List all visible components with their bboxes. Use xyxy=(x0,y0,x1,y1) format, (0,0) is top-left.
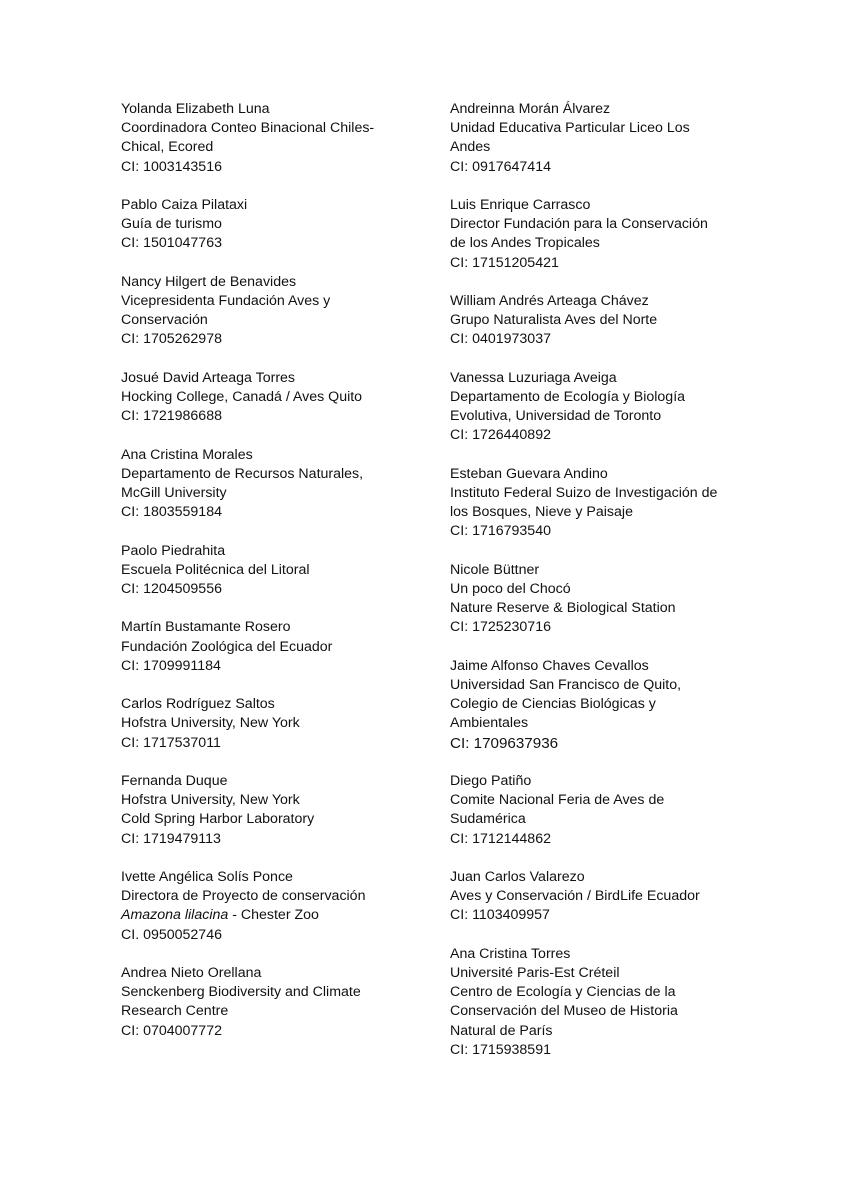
signatory-affiliation: Conservación del Museo de Historia xyxy=(450,1003,678,1020)
signatory-affiliation: McGill University xyxy=(121,485,227,501)
signatory-entry xyxy=(450,868,750,926)
signatory-entry xyxy=(121,446,421,523)
signatory-id: CI: 1501047763 xyxy=(121,235,222,252)
signatory-affiliation xyxy=(121,906,421,925)
signatory-name: Diego Patiño xyxy=(450,773,532,789)
signatory-entry xyxy=(121,196,421,254)
signatory-entry xyxy=(121,868,421,945)
signatory-id: CI: 1803559184 xyxy=(121,504,222,521)
signatory-entry xyxy=(450,196,750,273)
signatory-affiliation: Cold Spring Harbor Laboratory xyxy=(121,811,315,828)
affiliation-suffix: - Chester Zoo xyxy=(228,907,319,924)
signatory-entry xyxy=(121,273,421,350)
right-column xyxy=(450,100,750,1079)
signatory-affiliation: Unidad Educativa Particular Liceo Los xyxy=(450,120,690,137)
signatory-affiliation: Hofstra University, New York xyxy=(121,792,300,809)
signatory-affiliation: Université Paris-Est Créteil xyxy=(450,965,620,981)
signatory-id: CI: 1719479113 xyxy=(121,830,221,847)
signatory-entry xyxy=(450,561,750,638)
signatory-affiliation: Hofstra University, New York xyxy=(121,715,300,732)
signatory-id: CI: 1717537011 xyxy=(121,734,221,751)
signatory-entry xyxy=(121,618,421,676)
signatory-entry xyxy=(450,100,750,177)
signatory-name: Andreinna Morán Álvarez xyxy=(450,101,611,117)
signatory-name: Juan Carlos Valarezo xyxy=(450,869,585,885)
signatory-affiliation: Ambientales xyxy=(450,715,529,732)
signatory-affiliation: Senckenberg Biodiversity and Climate xyxy=(121,984,361,1001)
signatory-entry xyxy=(121,772,421,849)
signatory-affiliation: Directora de Proyecto de conservación xyxy=(121,888,366,905)
signatory-name: Paolo Piedrahita xyxy=(121,542,226,559)
signatory-name: Jaime Alfonso Chaves Cevallos xyxy=(450,657,649,674)
signatory-affiliation: Universidad San Francisco de Quito, xyxy=(450,677,682,693)
signatory-id: CI: 0917647414 xyxy=(450,158,551,175)
signatory-name: Andrea Nieto Orellana xyxy=(121,964,262,981)
signatory-entry xyxy=(450,657,750,753)
signatory-id: CI: 0401973037 xyxy=(450,331,551,348)
signatory-affiliation: Grupo Naturalista Aves del Norte xyxy=(450,312,658,329)
signatory-name: Nancy Hilgert de Benavides xyxy=(121,273,297,290)
signatory-entry xyxy=(450,945,750,1060)
signatory-name: Esteban Guevara Andino xyxy=(450,465,608,482)
signatory-entry xyxy=(121,695,421,753)
species-name: Amazona lilacina xyxy=(121,907,229,924)
signatory-name: Vanessa Luzuriaga Aveiga xyxy=(450,369,617,386)
signatory-name: Yolanda Elizabeth Luna xyxy=(121,101,270,117)
signatory-affiliation: Aves y Conservación / BirdLife Ecuador xyxy=(450,888,700,905)
signatory-affiliation: Centro de Ecología y Ciencias de la xyxy=(450,984,676,1001)
signatory-affiliation: de los Andes Tropicales xyxy=(450,235,600,252)
signatory-name: Fernanda Duque xyxy=(121,772,228,789)
signatory-entry xyxy=(121,542,421,600)
signatory-affiliation: Comite Nacional Feria de Aves de xyxy=(450,792,665,809)
signatory-entry xyxy=(450,369,750,446)
signatory-id: CI: 1712144862 xyxy=(450,830,551,847)
signatory-name: Carlos Rodríguez Saltos xyxy=(121,696,275,713)
signatory-affiliation: Natural de París xyxy=(450,1022,553,1039)
signatory-affiliation: Director Fundación para la Conservación xyxy=(450,216,708,233)
signatory-name: Josué David Arteaga Torres xyxy=(121,369,296,386)
signatory-affiliation: Hocking College, Canadá / Aves Quito xyxy=(121,389,363,405)
signatory-id: CI: 1721986688 xyxy=(121,408,222,425)
signatory-affiliation: Escuela Politécnica del Litoral xyxy=(121,561,310,578)
signatory-name: Martín Bustamante Rosero xyxy=(121,619,291,636)
signatory-id: CI: 1709991184 xyxy=(121,657,221,674)
signatory-name: Ana Cristina Torres xyxy=(450,945,571,962)
signatory-id: CI: 1204509556 xyxy=(121,581,222,597)
signatory-affiliation: Departamento de Ecología y Biología xyxy=(450,389,686,405)
signatory-affiliation: Coordinadora Conteo Binacional Chiles- xyxy=(121,120,375,137)
signatory-id: CI: 1709637936 xyxy=(450,734,559,752)
signatory-affiliation: Andes xyxy=(450,139,491,156)
signatory-name: Ivette Angélica Solís Ponce xyxy=(121,868,293,885)
signatory-entry xyxy=(450,465,750,542)
signatory-affiliation: Sudamérica xyxy=(450,811,526,828)
signatory-entry xyxy=(121,369,421,427)
signatory-entry xyxy=(121,100,421,177)
signatory-affiliation: Research Centre xyxy=(121,1003,229,1020)
signatory-affiliation: Conservación xyxy=(121,312,208,329)
signatory-affiliation: Fundación Zoológica del Ecuador xyxy=(121,638,333,655)
signatory-id: CI: 1103409957 xyxy=(450,907,550,924)
signatory-id: CI: 0704007772 xyxy=(121,1022,222,1039)
signatory-affiliation: Nature Reserve & Biological Station xyxy=(450,600,676,617)
signatory-id: CI: 1716793540 xyxy=(450,523,551,540)
signatory-id: CI: 1725230716 xyxy=(450,619,551,636)
signatory-affiliation: Colegio de Ciencias Biológicas y xyxy=(450,696,656,713)
signatory-affiliation: Departamento de Recursos Naturales, xyxy=(121,465,364,482)
signatory-affiliation: los Bosques, Nieve y Paisaje xyxy=(450,504,633,521)
signatory-entry xyxy=(450,772,750,849)
signatory-affiliation: Un poco del Chocó xyxy=(450,581,571,597)
signatory-id: CI: 1705262978 xyxy=(121,331,222,348)
signatory-id: CI: 1726440892 xyxy=(450,427,551,444)
signatory-name: Ana Cristina Morales xyxy=(121,446,253,463)
signatory-entry xyxy=(121,964,421,1041)
signatory-id: CI: 1003143516 xyxy=(121,158,222,175)
left-column xyxy=(121,100,421,1060)
signatory-id: CI. 0950052746 xyxy=(121,926,222,943)
signatory-name: Pablo Caiza Pilataxi xyxy=(121,197,248,213)
signatory-id: CI: 1715938591 xyxy=(450,1041,551,1058)
signatory-affiliation: Guía de turismo xyxy=(121,216,222,233)
signatory-name: Nicole Büttner xyxy=(450,561,540,578)
signatory-name: Luis Enrique Carrasco xyxy=(450,197,591,213)
signatory-affiliation: Evolutiva, Universidad de Toronto xyxy=(450,408,662,425)
signatory-affiliation: Vicepresidenta Fundación Aves y xyxy=(121,293,331,309)
signatory-affiliation: Instituto Federal Suizo de Investigación de xyxy=(450,485,718,501)
signatory-name: William Andrés Arteaga Chávez xyxy=(450,293,649,309)
signatory-entry xyxy=(450,292,750,350)
signatory-affiliation: Chical, Ecored xyxy=(121,139,214,156)
signatory-id: CI: 17151205421 xyxy=(450,254,559,271)
